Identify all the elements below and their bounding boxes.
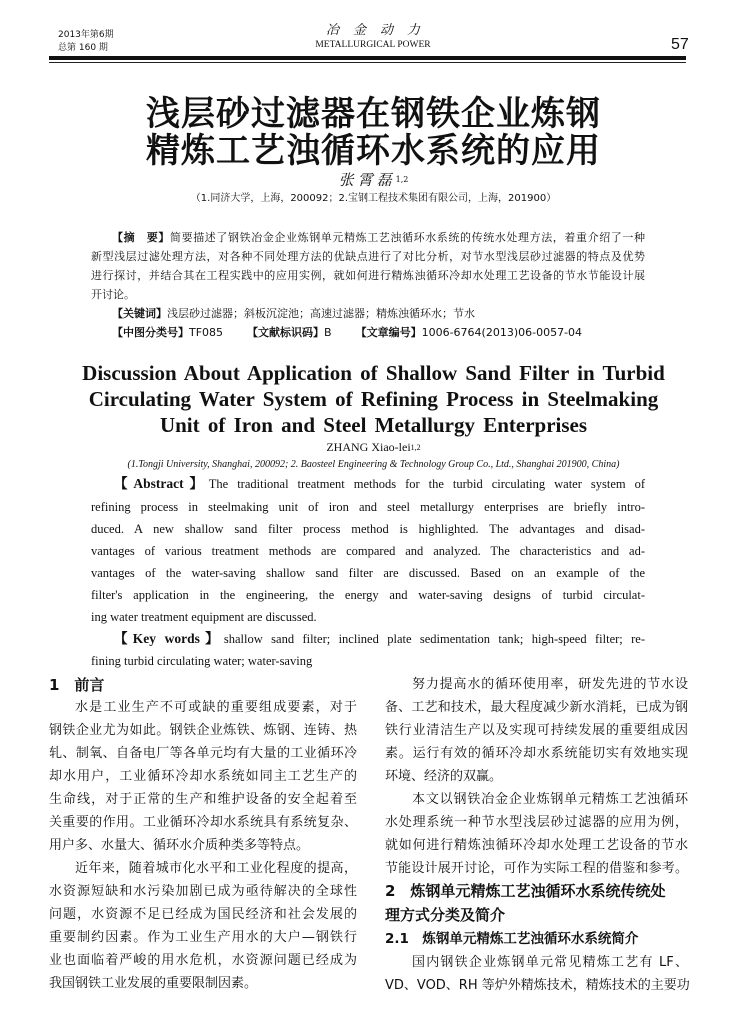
author-cn-name: 张霄磊 bbox=[338, 171, 396, 189]
abstract-cn-line-3: 进行探讨，并结合其在工程实践中的应用实例，就如何进行精炼浊循环冷却水处理工艺设备的节水节能设计展 bbox=[91, 269, 645, 282]
left-line-1: 水是工业生产不可或缺的重要组成要素，对于 bbox=[75, 700, 357, 715]
author-en-name: ZHANG Xiao-lei bbox=[326, 440, 411, 454]
journal-name-cn: 冶金动力 bbox=[325, 23, 434, 38]
doc-code-line bbox=[247, 325, 332, 340]
section-2-heading-line-1: 2 炼钢单元精炼工艺浊循环水系统传统处 bbox=[385, 882, 666, 900]
right-line-4: 素。运行有效的循环冷却水系统能切实有效地实现 bbox=[385, 746, 688, 761]
section-2-heading-line-2: 理方式分类及简介 bbox=[385, 906, 506, 924]
title-en-line-1: Discussion About Application of Shallow Sand Filter in Turbid bbox=[82, 361, 665, 385]
left-line-10: 问题，水资源不足已经成为国民经济和社会发展的 bbox=[49, 907, 357, 922]
right-line-7: 水处理系统一种节水型浅层砂过滤器的应用为例， bbox=[385, 815, 688, 830]
abstract-en-line-6: filter's application in the engineering, the energy and water-saving designs of turbid circulat- bbox=[91, 588, 645, 602]
title-en-line-3: Unit of Iron and Steel Metallurgy Enterprises bbox=[159, 413, 588, 437]
section-1-heading: 1 前言 bbox=[49, 676, 105, 694]
left-line-8: 近年来，随着城市化水平和工业化程度的提高， bbox=[75, 861, 357, 876]
section-2-1-heading: 2.1 炼钢单元精炼工艺浊循环水系统简介 bbox=[385, 931, 639, 947]
journal-name-en: METALLURGICAL POWER bbox=[315, 40, 431, 50]
abstract-cn-text: 简要描述了钢铁冶金企业炼钢单元精炼工艺浊循环水系统的传统水处理方法，着重介绍了一种 bbox=[170, 231, 645, 244]
abstract-cn-label: 【摘 要】 bbox=[112, 231, 170, 244]
keywords-cn bbox=[112, 306, 645, 321]
right-line-10: 国内钢铁企业炼钢单元常见精炼工艺有 LF、 bbox=[412, 955, 688, 970]
affiliation-en: (1.Tongji University, Shanghai, 200092; 2. Baosteel Engineering & Technology Group Co., Ltd., Shanghai 201900, China) bbox=[127, 459, 620, 470]
title-cn-line-2: 精炼工艺浊循环水系统的应用 bbox=[146, 131, 601, 171]
abstract-en-line-1 bbox=[114, 476, 645, 492]
author-cn bbox=[0, 171, 747, 189]
article-no-line bbox=[356, 325, 582, 340]
abstract-en-line-7: ing water treatment equipment are discussed. bbox=[91, 610, 317, 624]
keywords-cn-text: 浅层砂过滤器；斜板沉淀池；高速过滤器；精炼浊循环水；节水 bbox=[167, 307, 475, 320]
left-line-3: 轧、制氧、自备电厂等各单元均有大量的工业循环冷 bbox=[49, 746, 357, 761]
clc-value: TF085 bbox=[189, 326, 224, 339]
abstract-en-line-3: duced. A new shallow sand filter process method is highlighted. The advantages and disad- bbox=[91, 522, 645, 536]
author-en bbox=[0, 440, 747, 455]
abstract-en-line-5: vantages of the water-saving shallow sand filter are discussed. Based on an example of the bbox=[91, 566, 645, 580]
classification-row bbox=[112, 325, 645, 340]
issue-info bbox=[58, 29, 114, 54]
abstract-en-label: 【Abstract】 bbox=[114, 476, 209, 491]
right-line-9: 节能设计展开讨论，可作为实际工程的借鉴和参考。 bbox=[385, 861, 688, 876]
keywords-en-line-2: fining turbid circulating water; water-saving bbox=[91, 654, 313, 668]
left-line-6: 关重要的作用。工业循环冷却水系统具有系统复杂、 bbox=[49, 815, 357, 830]
keywords-en-label: 【Key words】 bbox=[114, 631, 224, 646]
article-no-value: 1006-6764(2013)06-0057-04 bbox=[421, 326, 583, 339]
author-cn-sup: 1,2 bbox=[395, 175, 409, 184]
left-line-2: 钢铁企业尤为如此。钢铁企业炼铁、炼钢、连铸、热 bbox=[49, 723, 357, 738]
left-line-4: 却水用户，工业循环冷却水系统如同主工艺生产的 bbox=[49, 769, 357, 784]
clc-label: 【中图分类号】 bbox=[112, 326, 189, 339]
abstract-cn-line-4: 开讨论。 bbox=[91, 288, 135, 301]
keywords-en-text: shallow sand filter; inclined plate sedimentation tank; high-speed filter; re- bbox=[223, 632, 645, 646]
right-line-3: 铁行业清洁生产以及实现可持续发展的重要组成因 bbox=[385, 723, 688, 738]
abstract-cn-line-1 bbox=[112, 230, 645, 245]
left-line-12: 业也面临着严峻的用水危机，水资源问题已经成为 bbox=[49, 953, 357, 968]
journal-masthead bbox=[223, 22, 523, 51]
right-line-8: 就如何进行精炼浊循环冷却水处理工艺设备的节水 bbox=[385, 838, 688, 853]
right-line-5: 环境、经济的双赢。 bbox=[385, 769, 503, 784]
left-line-11: 重要制约因素。作为工业生产用水的大户—钢铁行 bbox=[49, 930, 357, 945]
abstract-en-line-2: refining process in steelmaking unit of iron and steel metallurgy enterprises are briefly intro- bbox=[91, 500, 645, 514]
classification-line bbox=[112, 325, 223, 340]
left-line-13: 我国钢铁工业发展的重要限制因素。 bbox=[49, 976, 258, 991]
article-no-label: 【文章编号】 bbox=[355, 326, 422, 339]
abstract-en-text: The traditional treatment methods for the turbid circulating water system of bbox=[208, 477, 645, 491]
affiliation-cn: （1.同济大学，上海，200092；2.宝钢工程技术集团有限公司，上海，201900） bbox=[190, 193, 557, 204]
left-line-7: 用户多、水量大、循环水介质种类多等特点。 bbox=[49, 838, 310, 853]
doc-code-label: 【文献标识码】 bbox=[247, 326, 325, 339]
title-en-line-2: Circulating Water System of Refining Process in Steelmaking bbox=[88, 387, 659, 411]
right-line-2: 备、工艺和技术，最大程度减少新水消耗，已成为钢 bbox=[385, 700, 688, 715]
left-line-5: 生命线，对于正常的生产和维护设备的安全起着至 bbox=[49, 792, 357, 807]
abstract-en-line-4: vantages of various treatment methods are compared and analyzed. The characteristics and ad- bbox=[91, 544, 645, 558]
right-line-1: 努力提高水的循环使用率，研发先进的节水设 bbox=[412, 677, 688, 692]
keywords-cn-label: 【关键词】 bbox=[112, 307, 167, 320]
keywords-en-line-1 bbox=[114, 631, 645, 647]
title-cn-line-1: 浅层砂过滤器在钢铁企业炼钢 bbox=[146, 94, 601, 134]
doc-code-value: B bbox=[324, 326, 332, 339]
right-line-6: 本文以钢铁冶金企业炼钢单元精炼工艺浊循环 bbox=[412, 792, 688, 807]
issue-line-1: 2013年第6期 bbox=[58, 30, 114, 40]
header-rule-thin bbox=[49, 62, 686, 63]
issue-line-2: 总第 160 期 bbox=[58, 43, 108, 53]
page-number: 57 bbox=[671, 36, 689, 53]
left-line-9: 水资源短缺和水污染加剧已成为亟待解决的全球性 bbox=[49, 884, 357, 899]
abstract-cn-line-2: 新型浅层过滤处理方法，对各种不同处理方法的优缺点进行了对比分析，对节水型浅层砂过滤器的特点及优势 bbox=[91, 250, 645, 263]
header-rule-thick bbox=[49, 56, 686, 60]
author-en-sup: 1,2 bbox=[410, 443, 421, 452]
right-line-11: VD、VOD、RH 等炉外精炼技术，精炼技术的主要功 bbox=[385, 978, 690, 993]
